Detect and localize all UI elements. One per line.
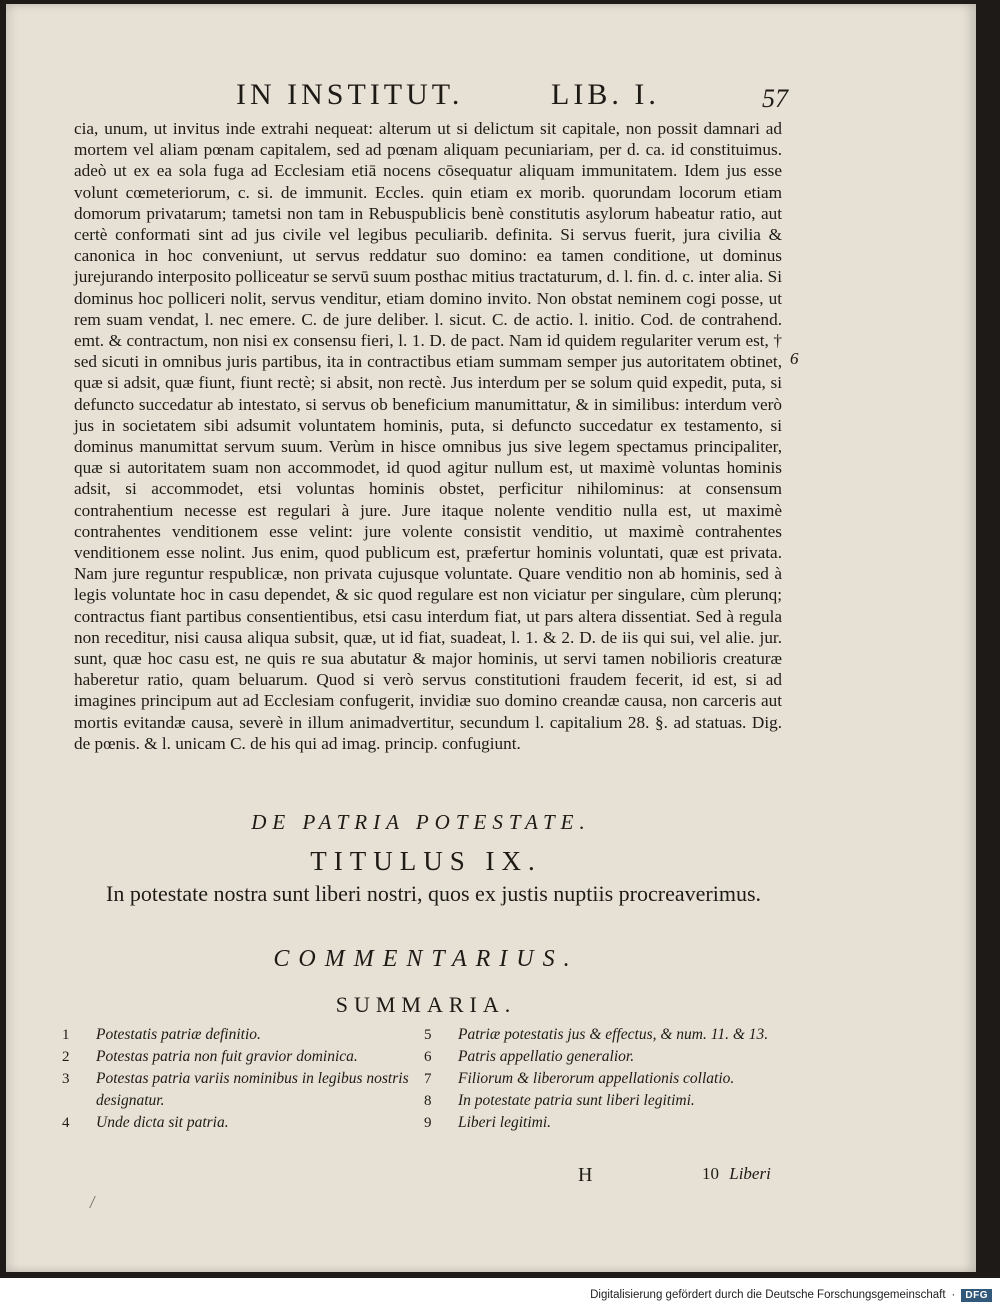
book-page (6, 4, 976, 1272)
summaria-left-column (62, 1024, 412, 1134)
summary-text: Potestas patria non fuit gravior dominica. (96, 1048, 358, 1065)
body-paragraph: cia, unum, ut invitus inde extrahi nequeat: alterum ut si delictum sit capitale, non possit damnari ad mortem vel aliam pœnam capitalem, sed ad pœnam aliquam pecuniariam, per d. ca. id constituimus. adeò ut ex ea sola fuga ad Ecclesiam etiā nocens cōsequatur aliquam immunitatem. Idem jus esse volunt cœmeteriorum, c. si. de immunit. Eccles. quin etiam ex morib. quorundam locorum etiam domorum privatarum; tametsi non tam in Rebuspublicis benè constitutis asylorum habeatur ratio, aut certè conformati sint ad jus civile vel legibus peculiarib. definita. Si servus fuerit, jura civilia & canonica in hoc conveniunt, ut servus reddatur suo domino: ea tamen conditione, ut dominus jurejurando interposito polliceatur se servū suum posthac mitius tractaturum, d. l. fin. d. c. inter alia. Si dominus hoc polliceri nolit, servus venditur, etiam domino invito. Non obstat neminem cogi posse, ut rem suam vendat, l. nec emere. C. de jure deliber. l. sicut. C. de actio. l. initio. Cod. de contrahend. emt. & contractum, non nisi ex consensu fieri, l. 1. D. de pact. Nam id quidem regulariter verum est, † sed sicuti in omnibus juris partibus, ita in contractibus etiam summam semper jus autoritatem obtinet, quæ si adsit, quæ fiunt, fiunt rectè; si absit, non rectè. Jus interdum per se solum quid expedit, puta, si defuncto succedatur ab intestato, si servus ob beneficium manumittatur, & in similibus: interdum verò jus in societatem sibi adsumit voluntatem hominis, puta, si defuncto succedatur ex testamento, si dominus manumittat servum suum. Verùm in hisce omnibus jus sive legem spectamus principaliter, quæ si autoritatem suam non accommodet, id quod agitur nullum est, ut maximè voluntas hominis adsit, si accommodet, etsi voluntas hominis obstet, perficitur nihilominus: at consensum contrahentium necesse est regulari à jure. Jure itaque nolente venditio nulla est, ut maximè contrahentes venditionem esse velint: jure volente consistit venditio, ut maximè contrahentes venditionem esse nolint. Jus enim, quod publicum est, præfertur hominis voluntati, quæ est privata. Nam jure reguntur respublicæ, non privata cujusque voluntate. Quare venditio non ab hominis, sed à legis voluntate hoc in casu dependet, & sic quod regulare est non viciatur per singulare, cùm plerunq; contractus fiant partibus consentientibus, etsi casu interdum fiat, ut pars altera dissentiat. Sed à regula non receditur, nisi causa aliqua subsit, quæ, ut id fiat, suadeat, l. 1. & 2. D. de iis qui sui, vel alie. jur. sunt, quæ hoc casu est, ne quis re sua abutatur & major hominis, ut servi tamen nobilioris creaturæ haberetur ratio, quam beluarum. Quod si verò servus constitutioni fraudem fecerit, id est, si ad imagines principum aut ad Ecclesiam confugerit, invidiæ suo domino creandæ causa, non carceris aut mortis evitandæ causa, severè in illum animadvertitur, secundum l. capitalium 28. §. ad statuas. Dig. de pœnis. & l. unicam C. de his qui ad imag. princip. confugiunt. (74, 119, 782, 753)
summary-item (424, 1024, 784, 1046)
summary-text: Liberi legitimi. (458, 1114, 551, 1131)
catchword-number: 10 (702, 1164, 719, 1183)
summary-item (424, 1068, 784, 1090)
dfg-logo: DFG (961, 1289, 992, 1302)
titulus-heading: TITULUS IX. (310, 846, 542, 876)
summary-number: 6 (424, 1049, 432, 1065)
signature-mark: H (578, 1164, 593, 1186)
margin-note: 6 (790, 349, 799, 368)
summary-number: 4 (62, 1115, 70, 1131)
summary-number: 7 (424, 1071, 432, 1087)
commentarius-heading: COMMENTARIUS. (273, 946, 579, 972)
ink-stroke-mark (89, 1196, 104, 1208)
summary-text: Filiorum & liberorum appellationis collatio. (458, 1070, 735, 1087)
summary-text: Unde dicta sit patria. (96, 1114, 229, 1131)
page-number: 57 (762, 84, 788, 113)
summary-item (424, 1112, 784, 1134)
summary-text: Potestas patria variis nominibus in legibus nostris designatur. (96, 1070, 409, 1109)
summary-number: 5 (424, 1027, 432, 1043)
summary-item (62, 1068, 412, 1112)
lemma-text: In potestate nostra sunt liberi nostri, quos ex justis nuptiis procreaverimus. (106, 881, 762, 906)
summary-number: 2 (62, 1049, 70, 1065)
summary-number: 9 (424, 1115, 432, 1131)
summary-item (62, 1112, 412, 1134)
summaria-right-column (424, 1024, 784, 1134)
summary-number: 3 (62, 1071, 70, 1087)
separator-dot: · (951, 1289, 956, 1301)
summary-text: In potestate patria sunt liberi legitimi. (458, 1092, 695, 1109)
summary-text: Potestatis patriæ definitio. (96, 1026, 261, 1043)
commentary-body (74, 118, 782, 754)
summary-number: 8 (424, 1093, 432, 1109)
summaria-heading: SUMMARIA. (335, 992, 517, 1017)
section-heading: DE PATRIA POTESTATE. (251, 810, 591, 834)
summary-item (62, 1024, 412, 1046)
summary-item (424, 1046, 784, 1068)
summary-text: Patris appellatio generalior. (458, 1048, 635, 1065)
running-head-book: LIB. I. (551, 78, 660, 111)
digitization-credit (590, 1286, 992, 1304)
running-head-title: IN INSTITUT. (236, 78, 464, 111)
summary-item (62, 1046, 412, 1068)
digitization-credit-text: Digitalisierung gefördert durch die Deutsche Forschungsgemeinschaft (590, 1289, 946, 1301)
summary-number: 1 (62, 1027, 70, 1043)
summary-text: Patriæ potestatis jus & effectus, & num. 11. & 13. (458, 1026, 769, 1043)
summary-item (424, 1090, 784, 1112)
catchword (702, 1164, 771, 1184)
catchword-word: Liberi (729, 1164, 771, 1183)
